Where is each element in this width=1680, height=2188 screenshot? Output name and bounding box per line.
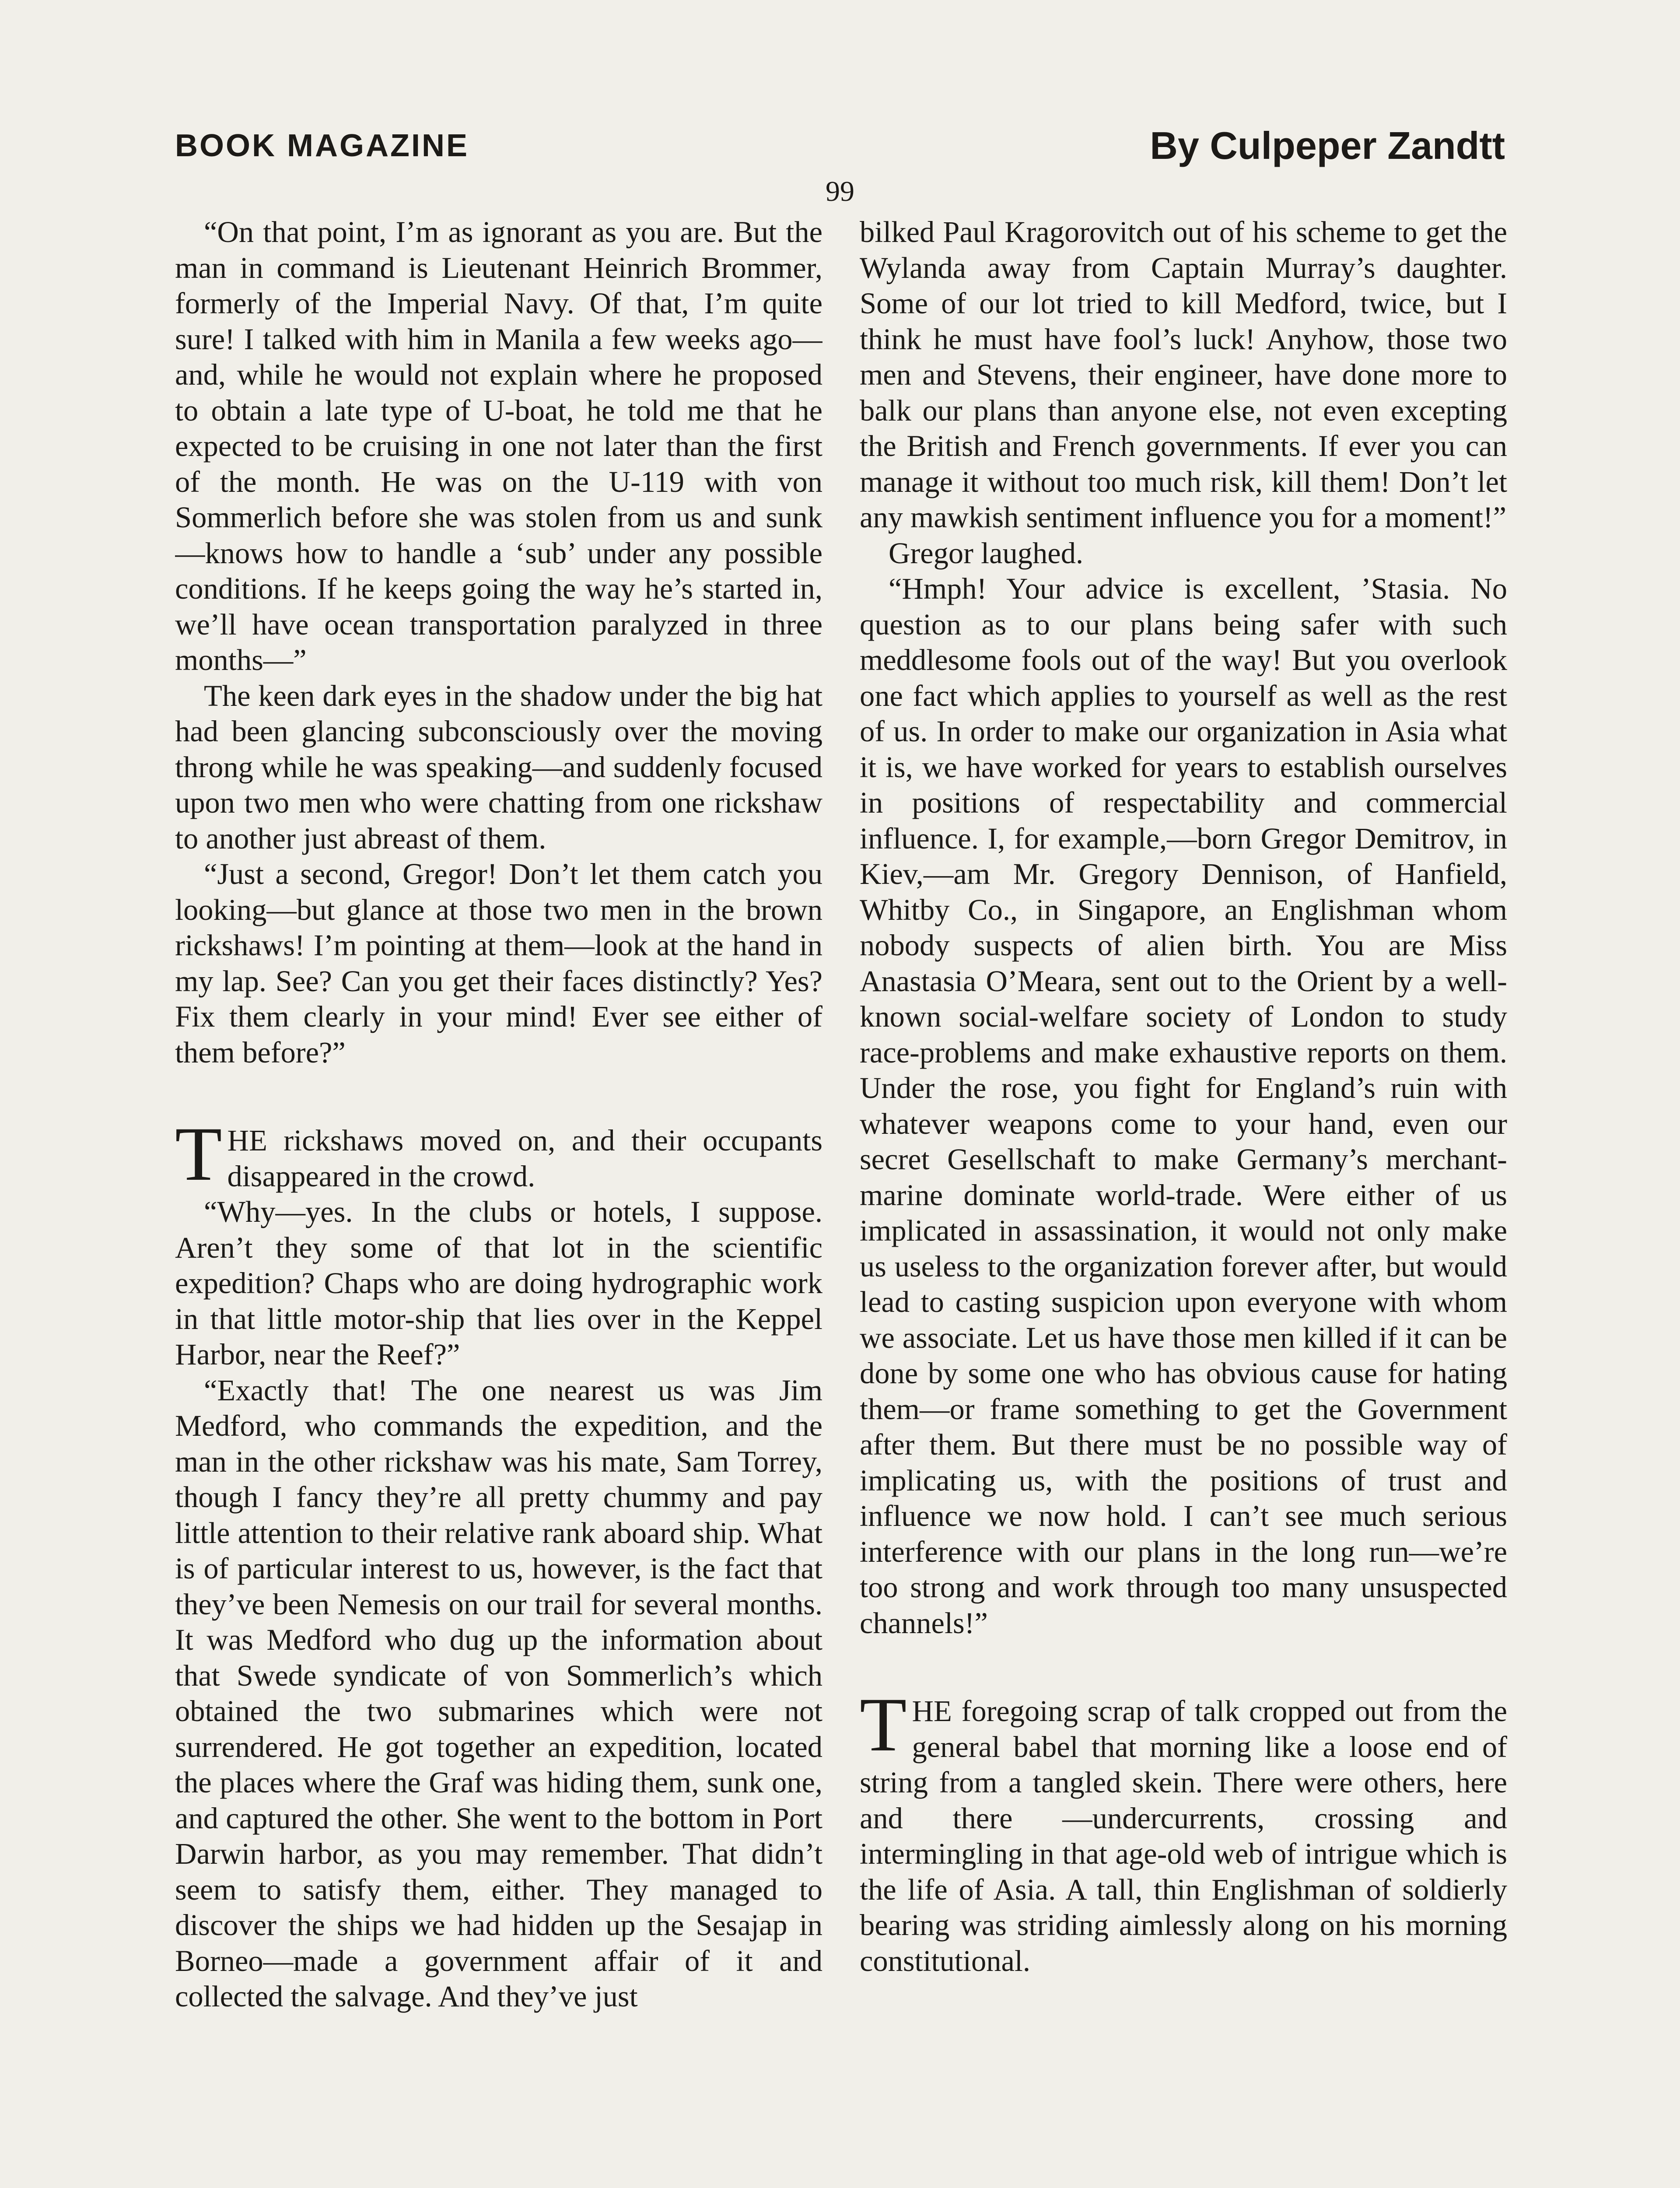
paragraph: “Why—yes. In the clubs or hotels, I suppose. Aren’t they some of that lot in the scientific expedition? Chaps who are doing hydrographic work in that little motor-ship that lies over in the Keppel Harbor, near the Reef?” bbox=[175, 1195, 822, 1371]
section-text: HE rickshaws moved on, and their occupants disappeared in the crowd. bbox=[227, 1124, 822, 1193]
section-paragraph bbox=[175, 1112, 822, 1197]
drop-cap: T bbox=[175, 1112, 222, 1197]
page-number: 99 bbox=[826, 175, 854, 207]
paragraph: “On that point, I’m as ignorant as you are. But the man in command is Lieutenant Heinrich Brommer, formerly of the Imperial Navy. Of that, I’m quite sure! I talked with him in Manila a few weeks ago—and, while he would not explain where he proposed to obtain a late type of U-boat, he told me that he expected to be cruising in one not later than the first of the month. He was on the U-119 with von Sommerlich before she was stolen from us and sunk —knows how to handle a ‘sub’ under any possible conditions. If he keeps going the way he’s started in, we’ll have ocean transportation paralyzed in three months—” bbox=[175, 215, 822, 677]
paragraph: The keen dark eyes in the shadow under the big hat had been glancing subconsciously over the moving throng while he was speaking—and suddenly focused upon two men who were chatting from one rickshaw to another just abreast of them. bbox=[175, 679, 822, 855]
left-column bbox=[175, 214, 822, 2188]
author-byline: By Culpeper Zandtt bbox=[1150, 124, 1505, 167]
section-paragraph bbox=[860, 1682, 1507, 1979]
paragraph: “Hmph! Your advice is excellent, ’Stasia. No question as to our plans being safer with such meddlesome fools out of the way! But you overlook one fact which applies to yourself as well as the rest of us. In order to make our organization in Asia what it is, we have worked for years to establish ourselves in positions of respectability and commercial influence. I, for example,—born Gregor Demitrov, in Kiev,—am Mr. Gregory Dennison, of Hanfield, Whitby Co., in Singapore, an Englishman whom nobody suspects of alien birth. You are Miss Anastasia O’Meara, sent out to the Orient by a well-known social-welfare society of London to study race-problems and make exhaustive reports on them. Under the rose, you fight for England’s ruin with whatever weapons come to your hand, even our secret Gesellschaft to make Germany’s merchant-marine dominate world-trade. Were either of us implicated in assassination, it would not only make us useless to the organization forever after, but would lead to casting suspicion upon everyone with whom we associate. Let us have those men killed if it can be done by some one who has obvious cause for hating them—or frame something to get the Government after them. But there must be no possible way of implicating us, with the positions of trust and influence we now hold. I can’t see much serious interference with our plans in the long run—we’re too strong and work through too many unsuspected channels!” bbox=[860, 572, 1507, 1640]
paragraph: Gregor laughed. bbox=[889, 536, 1084, 570]
drop-cap: T bbox=[860, 1682, 907, 1767]
page-header bbox=[175, 123, 1505, 180]
paragraph: bilked Paul Kragorovitch out of his scheme to get the Wylanda away from Captain Murray’s daughter. Some of our lot tried to kill Medford, twice, but I think he must have fool’s luck! Anyhow, those two men and Stevens, their engineer, have done more to balk our plans than anyone else, not even excepting the British and French governments. If ever you can manage it without too much risk, kill them! Don’t let any mawkish sentiment influence you for a moment!” bbox=[860, 215, 1507, 534]
paragraph: “Exactly that! The one nearest us was Jim Medford, who commands the expedition, and the man in the other rickshaw was his mate, Sam Torrey, though I fancy they’re all pretty chummy and pay little attention to their relative rank aboard ship. What is of particular interest to us, however, is the fact that they’ve been Nemesis on our trail for several months. It was Medford who dug up the information about that Swede syndicate of von Sommerlich’s which obtained the two submarines which were not surrendered. He got together an expedition, located the places where the Graf was hiding them, sunk one, and captured the other. She went to the bottom in Port Darwin harbor, as you may remember. That didn’t seem to satisfy them, either. They managed to discover the ships we had hidden up the Sesajap in Borneo—made a government affair of it and collected the salvage. And they’ve just bbox=[175, 1373, 822, 2013]
section-text: HE foregoing scrap of talk cropped out from the general babel that morning like a loose end of string from a tangled skein. There were others, here and there —undercurrents, crossing and intermingling in that age-old web of intrigue which is the life of Asia. A tall, thin Englishman of soldierly bearing was striding aimlessly along on his morning constitutional. bbox=[860, 1694, 1507, 1978]
paragraph: “Just a second, Gregor! Don’t let them catch you looking—but glance at those two men in the brown rickshaws! I’m pointing at them—look at the hand in my lap. See? Can you get their faces distinctly? Yes? Fix them clearly in your mind! Ever see either of them before?” bbox=[175, 857, 822, 1069]
right-column bbox=[860, 214, 1507, 2188]
magazine-title: BOOK MAGAZINE bbox=[175, 128, 469, 163]
